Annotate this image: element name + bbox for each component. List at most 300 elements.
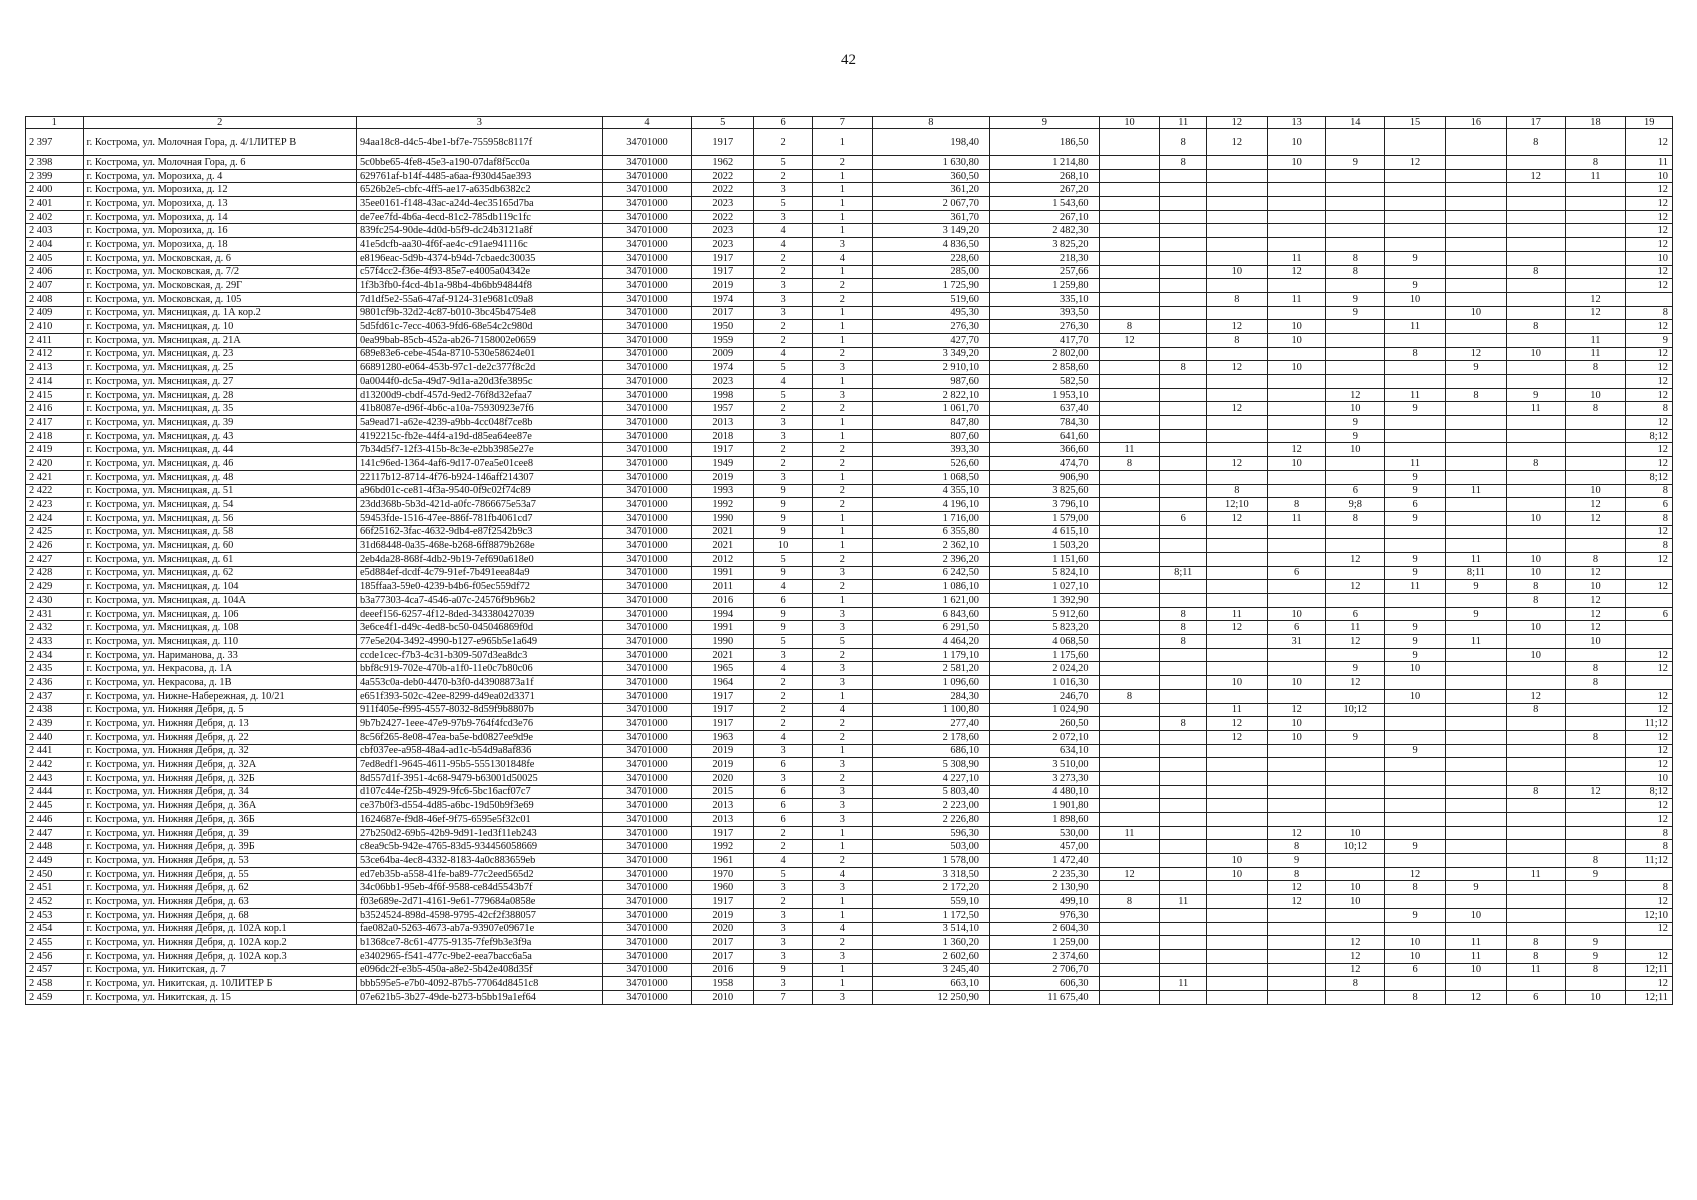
table-cell (1385, 169, 1446, 183)
table-cell: 8 (1267, 840, 1326, 854)
table-cell: 2013 (692, 416, 754, 430)
table-cell (1385, 129, 1446, 156)
table-cell: 6 843,60 (872, 607, 989, 621)
table-cell: 34701000 (602, 292, 692, 306)
table-cell (1506, 484, 1565, 498)
table-cell (1099, 306, 1160, 320)
table-cell: 361,20 (872, 183, 989, 197)
table-cell: 2021 (692, 648, 754, 662)
table-cell: 1991 (692, 621, 754, 635)
table-cell (1326, 169, 1385, 183)
table-cell: 2 410 (26, 320, 84, 334)
table-row (26, 990, 1673, 1004)
table-cell (1446, 977, 1507, 991)
table-cell: г. Кострома, ул. Морозиха, д. 14 (83, 210, 356, 224)
table-cell (1506, 416, 1565, 430)
table-cell: 12 (1326, 635, 1385, 649)
table-cell: 9 (754, 963, 813, 977)
table-cell: 2 443 (26, 771, 84, 785)
table-cell: 12;11 (1626, 963, 1673, 977)
table-cell (1506, 443, 1565, 457)
table-cell: г. Кострома, ул. Морозиха, д. 16 (83, 224, 356, 238)
table-cell (1446, 333, 1507, 347)
table-cell: 2 (812, 279, 872, 293)
table-cell: 2 451 (26, 881, 84, 895)
table-row (26, 402, 1673, 416)
column-number: 19 (1626, 117, 1673, 129)
table-cell: 911f405e-f995-4557-8032-8d59f9b8807b (356, 703, 602, 717)
table-cell (1160, 881, 1206, 895)
table-cell: г. Кострома, ул. Нижняя Дебря, д. 102А кор.1 (83, 922, 356, 936)
table-cell: 41b8087e-d96f-4b6c-a10a-75930923e7f6 (356, 402, 602, 416)
table-cell (1326, 854, 1385, 868)
table-cell: г. Кострома, ул. Мясницкая, д. 48 (83, 470, 356, 484)
table-cell: 11 (1206, 703, 1267, 717)
table-cell: 3 (812, 621, 872, 635)
table-cell: г. Кострома, ул. Нижняя Дебря, д. 39 (83, 826, 356, 840)
table-cell: 10 (1446, 963, 1507, 977)
table-cell: 1990 (692, 635, 754, 649)
table-cell: 34701000 (602, 785, 692, 799)
table-cell: 2 (812, 484, 872, 498)
table-cell (1506, 813, 1565, 827)
table-cell: b1368ce7-8c61-4775-9135-7fef9b3e3f9a (356, 936, 602, 950)
table-cell: 34701000 (602, 361, 692, 375)
table-cell: 2 417 (26, 416, 84, 430)
table-cell: 34701000 (602, 511, 692, 525)
table-cell (1099, 635, 1160, 649)
table-cell: 2 418 (26, 429, 84, 443)
table-cell: 8 (1267, 867, 1326, 881)
table-cell: 8 (1385, 990, 1446, 1004)
table-cell: 34701000 (602, 129, 692, 156)
table-cell: 1917 (692, 826, 754, 840)
table-cell (1206, 539, 1267, 553)
table-cell: 77e5e204-3492-4990-b127-e965b5e1a649 (356, 635, 602, 649)
table-cell: 285,00 (872, 265, 989, 279)
table-cell (1160, 744, 1206, 758)
table-cell: 11 (1099, 443, 1160, 457)
table-cell: 1 024,90 (990, 703, 1100, 717)
table-cell: 12 (1626, 375, 1673, 389)
table-cell: 10 (1565, 635, 1626, 649)
table-cell: 12 (1626, 703, 1673, 717)
table-row (26, 470, 1673, 484)
table-cell: 10 (1267, 730, 1326, 744)
table-cell: 8 (1626, 840, 1673, 854)
table-cell: 3 245,40 (872, 963, 989, 977)
table-cell: 3 149,20 (872, 224, 989, 238)
table-cell: 34701000 (602, 730, 692, 744)
table-cell: 12;10 (1626, 908, 1673, 922)
table-cell: 34701000 (602, 717, 692, 731)
table-cell: 12 (1626, 265, 1673, 279)
table-cell: 393,50 (990, 306, 1100, 320)
table-cell: 1917 (692, 895, 754, 909)
table-cell (1267, 922, 1326, 936)
table-cell (1446, 402, 1507, 416)
table-cell: 1 (812, 470, 872, 484)
table-cell (1099, 402, 1160, 416)
table-cell: 2 459 (26, 990, 84, 1004)
table-cell (1267, 347, 1326, 361)
table-cell (1506, 525, 1565, 539)
table-cell (1267, 908, 1326, 922)
table-cell (1099, 990, 1160, 1004)
table-row (26, 744, 1673, 758)
table-row (26, 908, 1673, 922)
table-cell (1506, 333, 1565, 347)
table-cell: b3a77303-4ca7-4546-a07c-24576f9b96b2 (356, 594, 602, 608)
table-row (26, 580, 1673, 594)
table-cell: 2 (754, 689, 813, 703)
table-cell: 31d68448-0a35-468e-b268-6ff8879b268e (356, 539, 602, 553)
table-cell: 12 (1565, 594, 1626, 608)
table-cell: 1970 (692, 867, 754, 881)
table-cell (1446, 799, 1507, 813)
table-cell: 9 (1326, 156, 1385, 170)
table-cell: 8 (1506, 320, 1565, 334)
table-cell: 2 397 (26, 129, 84, 156)
table-cell (1206, 744, 1267, 758)
table-cell: 1994 (692, 607, 754, 621)
table-cell (1506, 635, 1565, 649)
table-cell: 427,70 (872, 333, 989, 347)
table-cell (1267, 594, 1326, 608)
table-cell (1099, 881, 1160, 895)
table-cell: 9 (1326, 730, 1385, 744)
table-cell: 9 (1326, 292, 1385, 306)
table-cell: 34701000 (602, 347, 692, 361)
table-cell (1206, 580, 1267, 594)
table-cell: 1950 (692, 320, 754, 334)
table-cell: 8 (1326, 251, 1385, 265)
table-cell (1446, 169, 1507, 183)
table-cell (1206, 936, 1267, 950)
table-cell (1099, 429, 1160, 443)
table-cell (1565, 457, 1626, 471)
table-cell: 1 172,50 (872, 908, 989, 922)
table-row (26, 169, 1673, 183)
table-cell: 3 (812, 388, 872, 402)
table-cell: г. Кострома, ул. Нижне-Набережная, д. 10/21 (83, 689, 356, 703)
table-cell: 1991 (692, 566, 754, 580)
table-cell: 34701000 (602, 306, 692, 320)
table-cell: 2 396,20 (872, 552, 989, 566)
table-cell: 34701000 (602, 621, 692, 635)
table-cell: 12 (1626, 388, 1673, 402)
column-number: 7 (812, 117, 872, 129)
table-cell: 11;12 (1626, 717, 1673, 731)
table-cell (1160, 676, 1206, 690)
table-cell (1506, 539, 1565, 553)
table-cell (1326, 990, 1385, 1004)
table-cell: 12 (1506, 689, 1565, 703)
table-cell (1206, 908, 1267, 922)
table-cell: 11 (1506, 402, 1565, 416)
table-cell: 11 (1385, 388, 1446, 402)
table-cell: 2019 (692, 908, 754, 922)
table-cell: de7ee7fd-4b6a-4ecd-81c2-785db119c1fc (356, 210, 602, 224)
table-cell: 6 (1326, 484, 1385, 498)
table-cell: 2019 (692, 758, 754, 772)
table-cell: 276,30 (990, 320, 1100, 334)
table-cell: cbf037ee-a958-48a4-ad1c-b54d9a8af836 (356, 744, 602, 758)
table-cell (1385, 854, 1446, 868)
table-cell (1099, 936, 1160, 950)
table-cell (1565, 744, 1626, 758)
table-cell: 10 (1565, 580, 1626, 594)
table-row (26, 525, 1673, 539)
table-cell: 22117b12-8714-4f76-b924-146aff214307 (356, 470, 602, 484)
table-cell (1565, 813, 1626, 827)
table-cell (1565, 771, 1626, 785)
column-number: 16 (1446, 117, 1507, 129)
table-cell (1506, 292, 1565, 306)
table-cell (1206, 977, 1267, 991)
table-row (26, 867, 1673, 881)
table-cell (1506, 306, 1565, 320)
table-cell (1267, 525, 1326, 539)
table-cell: 2010 (692, 990, 754, 1004)
table-cell (1160, 388, 1206, 402)
table-cell (1099, 498, 1160, 512)
table-cell: 4 615,10 (990, 525, 1100, 539)
table-cell (1160, 648, 1206, 662)
table-cell: 6 (1385, 498, 1446, 512)
table-cell (1385, 922, 1446, 936)
table-row (26, 977, 1673, 991)
table-cell: 10 (1267, 361, 1326, 375)
table-cell: 499,10 (990, 895, 1100, 909)
table-cell: 9 (1326, 416, 1385, 430)
table-cell: 11 (1267, 292, 1326, 306)
table-cell: г. Кострома, ул. Морозиха, д. 4 (83, 169, 356, 183)
table-cell: 3 (754, 908, 813, 922)
table-cell: 2019 (692, 279, 754, 293)
table-cell: 2 406 (26, 265, 84, 279)
table-cell: 9 (754, 566, 813, 580)
table-cell (1206, 662, 1267, 676)
table-cell: 34701000 (602, 552, 692, 566)
table-cell (1160, 785, 1206, 799)
table-cell: 503,00 (872, 840, 989, 854)
table-cell (1267, 484, 1326, 498)
table-cell: 663,10 (872, 977, 989, 991)
table-cell (1565, 265, 1626, 279)
table-row (26, 881, 1673, 895)
table-cell (1565, 758, 1626, 772)
table-cell: 1 179,10 (872, 648, 989, 662)
table-cell: 5 (812, 635, 872, 649)
table-cell: 3 (754, 648, 813, 662)
table-cell (1506, 210, 1565, 224)
table-cell: 2020 (692, 922, 754, 936)
table-cell (1099, 183, 1160, 197)
table-cell: 1 621,00 (872, 594, 989, 608)
table-cell: 8 (1385, 347, 1446, 361)
table-cell: 12 (1626, 197, 1673, 211)
table-cell (1326, 867, 1385, 881)
table-cell (1099, 607, 1160, 621)
table-cell: 1f3b3fb0-f4cd-4b1a-98b4-4b6bb94844f8 (356, 279, 602, 293)
table-cell: 2 426 (26, 539, 84, 553)
table-cell (1267, 429, 1326, 443)
table-cell: 1 (812, 210, 872, 224)
table-cell: г. Кострома, ул. Никитская, д. 7 (83, 963, 356, 977)
table-cell (1160, 197, 1206, 211)
table-cell: 10 (1326, 826, 1385, 840)
table-cell: 3 (754, 183, 813, 197)
table-cell: г. Кострома, ул. Нижняя Дебря, д. 34 (83, 785, 356, 799)
table-cell: 2 407 (26, 279, 84, 293)
table-cell: 34701000 (602, 566, 692, 580)
table-cell: 3 318,50 (872, 867, 989, 881)
table-cell (1446, 758, 1507, 772)
table-cell: 1 (812, 333, 872, 347)
table-cell: 34701000 (602, 744, 692, 758)
table-cell: 3 (812, 990, 872, 1004)
table-row (26, 594, 1673, 608)
table-cell: 2 453 (26, 908, 84, 922)
table-row (26, 854, 1673, 868)
table-cell (1267, 648, 1326, 662)
table-cell: 2 412 (26, 347, 84, 361)
table-cell: 228,60 (872, 251, 989, 265)
table-cell: 9 (1385, 648, 1446, 662)
table-cell: 12 (1326, 388, 1385, 402)
table-cell: 8 (1506, 594, 1565, 608)
table-row (26, 607, 1673, 621)
table-cell: 10 (1267, 717, 1326, 731)
column-number: 2 (83, 117, 356, 129)
table-row (26, 552, 1673, 566)
table-cell: 34701000 (602, 908, 692, 922)
table-cell: f03e689e-2d71-4161-9e61-779684a0858e (356, 895, 602, 909)
table-cell: 3 796,10 (990, 498, 1100, 512)
table-cell: 5 824,10 (990, 566, 1100, 580)
table-cell (1506, 881, 1565, 895)
table-cell (1385, 361, 1446, 375)
table-cell (1626, 635, 1673, 649)
table-cell: 2016 (692, 594, 754, 608)
table-cell: 8 (1326, 265, 1385, 279)
table-cell: 9b7b2427-1eee-47e9-97b9-764f4fcd3e76 (356, 717, 602, 731)
table-cell: 9 (1565, 936, 1626, 950)
table-cell (1385, 799, 1446, 813)
table-cell: г. Кострома, ул. Молочная Гора, д. 6 (83, 156, 356, 170)
table-cell: 1 (812, 224, 872, 238)
table-cell: 2 424 (26, 511, 84, 525)
table-cell (1206, 758, 1267, 772)
table-row (26, 717, 1673, 731)
table-cell: 2eb4da28-868f-4db2-9b19-7ef690a618e0 (356, 552, 602, 566)
table-cell: 34701000 (602, 771, 692, 785)
table-cell: 10 (1326, 443, 1385, 457)
table-cell: 2023 (692, 238, 754, 252)
table-cell (1385, 197, 1446, 211)
table-cell: г. Кострома, ул. Нижняя Дебря, д. 32 (83, 744, 356, 758)
table-cell (1206, 813, 1267, 827)
table-cell: 9 (1446, 881, 1507, 895)
table-cell: г. Кострома, ул. Нижняя Дебря, д. 102А кор.2 (83, 936, 356, 950)
table-cell (1206, 443, 1267, 457)
table-cell: 10 (1326, 881, 1385, 895)
table-row (26, 703, 1673, 717)
table-cell: 53ce64ba-4ec8-4332-8183-4a0c883659eb (356, 854, 602, 868)
table-cell: 6 (1160, 511, 1206, 525)
table-cell: 4 068,50 (990, 635, 1100, 649)
table-cell (1446, 895, 1507, 909)
table-cell: г. Кострома, ул. Мясницкая, д. 104А (83, 594, 356, 608)
table-cell (1099, 279, 1160, 293)
table-cell (1267, 758, 1326, 772)
table-cell: г. Кострома, ул. Мясницкая, д. 54 (83, 498, 356, 512)
table-cell: 276,30 (872, 320, 989, 334)
table-row (26, 895, 1673, 909)
table-cell: 335,10 (990, 292, 1100, 306)
table-cell: 12 (1626, 730, 1673, 744)
table-cell (1267, 580, 1326, 594)
table-cell: b3524524-898d-4598-9795-42cf2f388057 (356, 908, 602, 922)
table-cell: 3 (754, 279, 813, 293)
table-cell: 2 399 (26, 169, 84, 183)
table-cell: 12 (1206, 511, 1267, 525)
table-cell: 12 (1206, 457, 1267, 471)
table-cell: 12 (1267, 443, 1326, 457)
table-cell: 2 454 (26, 922, 84, 936)
table-cell: 12 (1267, 826, 1326, 840)
table-cell: г. Кострома, ул. Морозиха, д. 13 (83, 197, 356, 211)
table-cell (1206, 347, 1267, 361)
table-cell (1385, 826, 1446, 840)
table-cell: 10 (1565, 484, 1626, 498)
table-cell (1099, 813, 1160, 827)
table-cell: 8 (1565, 854, 1626, 868)
table-cell: 9 (754, 484, 813, 498)
table-cell: 6 291,50 (872, 621, 989, 635)
table-cell: 11 (1267, 251, 1326, 265)
table-cell (1506, 744, 1565, 758)
table-cell (1206, 470, 1267, 484)
table-cell: 10 (1565, 990, 1626, 1004)
table-cell: г. Кострома, ул. Нижняя Дебря, д. 39Б (83, 840, 356, 854)
table-cell: 8 (1565, 676, 1626, 690)
table-cell (1446, 840, 1507, 854)
table-cell (1206, 156, 1267, 170)
table-cell: d107c44e-f25b-4929-9fc6-5bc16acf07c7 (356, 785, 602, 799)
table-cell (1385, 895, 1446, 909)
table-cell: 10 (1385, 662, 1446, 676)
table-cell: 1992 (692, 498, 754, 512)
table-cell: 12 (1626, 580, 1673, 594)
table-cell: 5 823,20 (990, 621, 1100, 635)
table-cell (1206, 251, 1267, 265)
table-cell (1267, 224, 1326, 238)
table-cell (1626, 566, 1673, 580)
table-cell: г. Кострома, ул. Нариманова, д. 33 (83, 648, 356, 662)
table-cell (1267, 306, 1326, 320)
table-cell: 12 (1565, 607, 1626, 621)
table-cell: 2017 (692, 949, 754, 963)
table-cell: 1 503,20 (990, 539, 1100, 553)
table-cell: 2018 (692, 429, 754, 443)
table-cell: г. Кострома, ул. Нижняя Дебря, д. 102А кор.3 (83, 949, 356, 963)
table-cell: 2 422 (26, 484, 84, 498)
table-cell (1326, 539, 1385, 553)
table-cell: 8 (1565, 402, 1626, 416)
table-cell: 3 349,20 (872, 347, 989, 361)
